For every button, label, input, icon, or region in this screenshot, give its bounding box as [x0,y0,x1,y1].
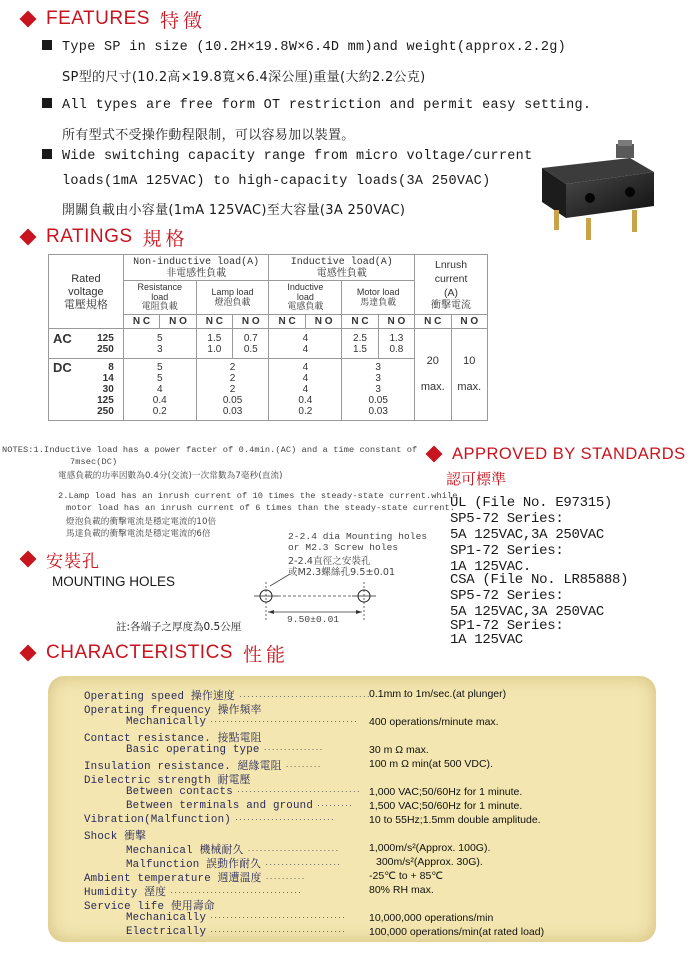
nc-header: N C [196,315,232,329]
feature-line-5: Wide switching capacity range from micro voltage/current [42,149,532,164]
ratings-table [48,254,488,421]
hole-note-3: 2-2.4直徑之安裝孔 [288,556,371,567]
standards-heading: APPROVED BY STANDARDS [428,441,686,467]
note-1-line-1: NOTES:1.Inductive load has a power facter of 0.4min.(AC) and a time constant of [2,445,418,455]
diamond-bullet-icon [20,11,37,28]
dc-inductive-cell: 4 4 4 0.4 0.2 [269,359,342,421]
char-row: Electrically ·································· 100,000 operations/min(at rated load) [126,926,545,938]
note-2-line-4: 馬達負載的衝擊電流是穩定電流的6倍 [66,529,211,539]
char-row: Ambient temperature 週遭溫度 ·········· -25℃ to + 85℃ [84,870,444,885]
ul-sp1-rating: 1A 125VAC. [450,559,532,575]
csa-file: CSA (File No. LR85888) [450,572,629,588]
square-bullet-icon [42,98,52,108]
square-bullet-icon [42,40,52,50]
hole-dimension: 9.50±0.01 [287,614,340,625]
no-header: N O [378,315,414,329]
characteristics-heading: CHARACTERISTICS 性能 [22,640,289,666]
no-header: N O [233,315,269,329]
csa-sp5-series: SP5-72 Series: [450,588,564,604]
feature-line-3: All types are free form OT restriction and permit easy setting. [42,98,591,113]
char-row: Operating frequency 操作頻率 [84,705,262,717]
inrush-header: Lnrush current (A) 衝擊電流 [415,255,488,315]
hole-note-2: or M2.3 Screw holes [288,542,399,553]
char-row: Mechanical 機械耐久 ······················· 1,000m/s²(Approx. 100G). [126,842,491,857]
standards-heading-cn: 認可標準 [446,470,507,488]
inrush-nc-cell: 20 max. [415,329,451,421]
char-row: Vibration(Malfunction) ························· 10 to 55Hz;1.5mm double amplitude. [84,814,541,826]
note-2-line-1: 2.Lamp load has an inrush current of 10 times the steady-state current.while [58,491,458,501]
char-row: Dielectric strength 耐電壓 [84,775,251,787]
nc-header: N C [415,315,451,329]
hole-note-1: 2-2.4 dia Mounting holes [288,531,428,542]
nc-header: N C [269,315,305,329]
char-row: Shock 衝擊 [84,831,147,843]
inductive-header: Inductive load(A) 電感性負載 [269,255,415,281]
square-bullet-icon [42,149,52,159]
ul-sp5-rating: 5A 125VAC,3A 250VAC [450,527,604,543]
ac-resistance-cell: 5 3 [123,329,196,359]
ac-motor-nc-cell: 2.5 1.5 [342,329,378,359]
inrush-no-cell: 10 max. [451,329,488,421]
mounting-heading: 安裝孔 [22,546,100,572]
ac-row [49,329,488,359]
ac-inductive-cell: 4 4 [269,329,342,359]
char-row: Between terminals and ground ········· 1,500 VAC;50/60Hz for 1 minute. [126,800,523,812]
inductive-load-header: Inductive load 電感負載 [269,281,342,315]
ul-file: UL (File No. E97315) [450,495,613,511]
feature-line-7: 開關負載由小容量(1mA 125VAC)至大容量(3A 250VAC) [62,203,406,218]
resistance-load-header: Resistance load 電阻負載 [123,281,196,315]
csa-sp5-rating: 5A 125VAC,3A 250VAC [450,604,604,620]
char-row: Operating speed 操作速度 ·········································· 0.1mm to 1m/sec.(at plunger) [84,688,507,703]
ul-sp1-series: SP1-72 Series: [450,543,564,559]
terminal-thickness-note: 註:各端子之厚度為0.5公厘 [116,621,242,633]
feature-line-4: 所有型式不受操作動程限制，可以容易加以裝置。 [62,128,355,143]
no-header: N O [451,315,488,329]
no-header: N O [160,315,196,329]
feature-line-6: loads(1mA 125VAC) to high-capacity loads(3A 250VAC) [62,174,491,189]
ac-motor-no-cell: 1.3 0.8 [378,329,414,359]
char-row: Mechanically ·································· 10,000,000 operations/min [126,912,494,924]
char-row: Malfunction 誤動作耐久 ··················· 300m/s²(Approx. 30G). [126,856,483,871]
diamond-bullet-icon [20,551,37,568]
dc-voltage-cell: DC 8 14 30 125 250 [49,359,124,421]
no-header: N O [305,315,341,329]
rated-voltage-header: Rated voltage 電壓規格 [49,255,124,329]
csa-sp1-series: SP1-72 Series: [450,618,564,634]
note-1-line-3: 電感負載的功率因數為0.4分(交流)一次常數為7毫秒(直流) [58,471,283,481]
lamp-load-header: Lamp load 燈泡負載 [196,281,269,315]
char-row: Service life 使用壽命 [84,901,215,913]
dc-lamp-cell: 2 2 2 0.05 0.03 [196,359,269,421]
char-row: Contact resistance. 接點電阻 [84,733,262,745]
char-row: Basic operating type ··············· 30 m Ω max. [126,744,429,756]
ratings-heading: RATINGS 規格 [22,224,189,250]
mounting-holes-label: MOUNTING HOLES [52,574,176,589]
features-heading: FEATURES 特徵 [22,6,206,32]
note-2-line-2: motor load has an inrush current of 6 times than the steady-state current. [66,503,456,513]
note-1-line-2: 7msec(DC) [70,457,118,467]
char-row: Between contacts ······························· 1,000 VAC;50/60Hz for 1 minute. [126,786,523,798]
char-row: Mechanically ····································· 400 operations/minute max. [126,716,499,728]
char-row: Humidity 溼度 ································· 80% RH max. [84,884,434,899]
motor-load-header: Motor load 馬達負載 [342,281,415,315]
ac-lamp-no-cell: 0.7 0.5 [233,329,269,359]
diamond-bullet-icon [20,229,37,246]
ul-sp5-series: SP5-72 Series: [450,511,564,527]
microswitch-product-image [530,110,670,250]
csa-sp1-rating: 1A 125VAC [450,632,523,648]
feature-line-1: Type SP in size (10.2H×19.8W×6.4D mm)and weight(approx.2.2g) [42,40,566,55]
nc-header: N C [342,315,378,329]
dc-motor-cell: 3 3 3 0.05 0.03 [342,359,415,421]
ac-lamp-nc-cell: 1.5 1.0 [196,329,232,359]
diamond-bullet-icon [426,446,443,463]
char-row: Insulation resistance. 絕緣電阻 ········· 100 m Ω min(at 500 VDC). [84,758,493,773]
feature-line-2: SP型的尺寸(10.2高×19.8寬×6.4深公厘)重量(大約2.2公克) [62,70,426,85]
dc-resistance-cell: 5 5 4 0.4 0.2 [123,359,196,421]
hole-note-4: 或M2.3螺絲孔9.5±0.01 [288,567,396,578]
note-2-line-3: 燈泡負載的衝擊電流是穩定電流的10倍 [66,517,217,527]
ac-voltage-cell: AC 125 250 [49,329,124,359]
diamond-bullet-icon [20,645,37,662]
nc-header: N C [123,315,159,329]
noninductive-header: Non-inductive load(A) 非電感性負載 [123,255,269,281]
